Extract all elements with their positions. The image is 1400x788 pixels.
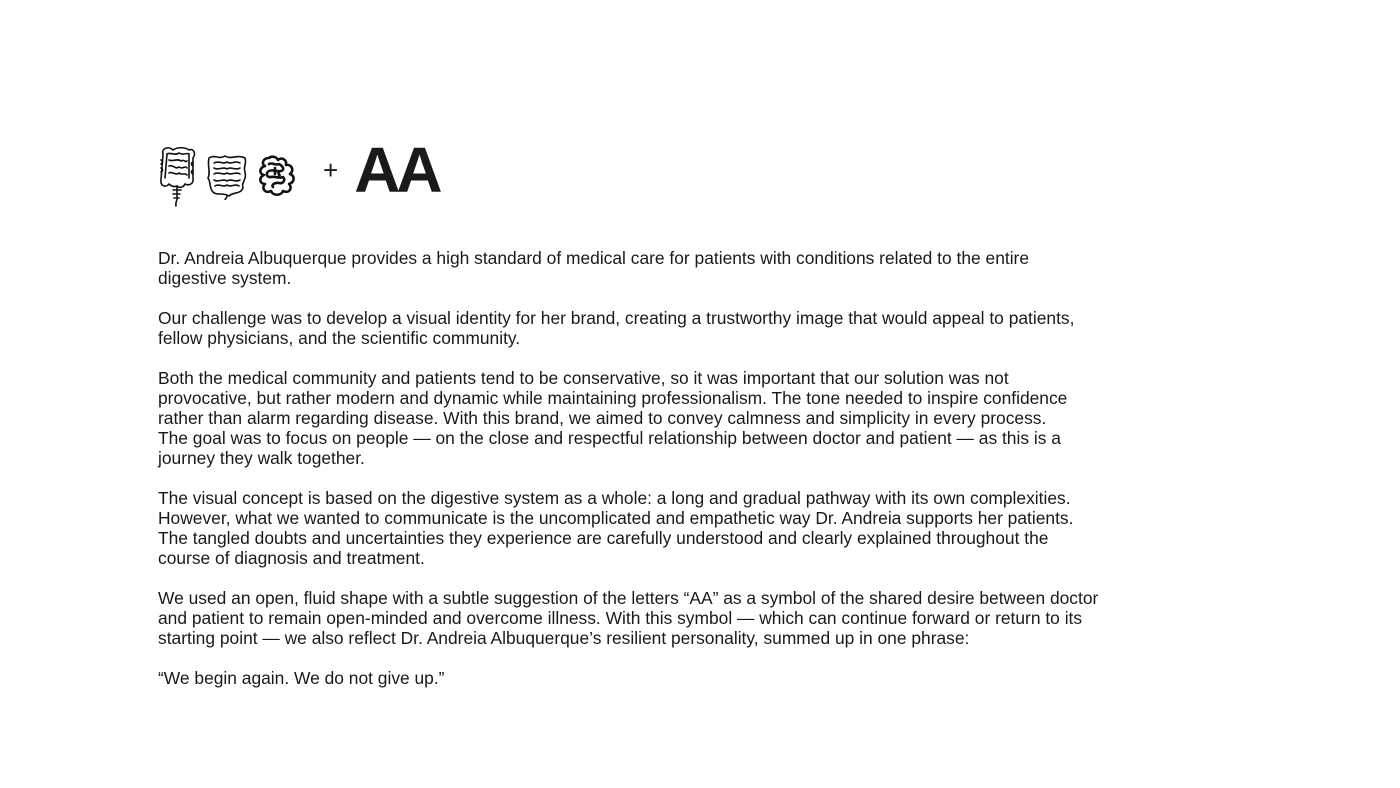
aa-monogram: AA <box>354 134 439 206</box>
coiled-intestine-icon <box>255 154 297 198</box>
paragraph-concept: The visual concept is based on the digestive system as a whole: a long and gradual pathway with its own complexities. However, what we wanted to communicate is the uncomplicated and empathetic way Dr. Andreia supports her patients. The tangled doubts and uncertainties they experience are carefully understood and clearly explained throughout the course of diagnosis and treatment. <box>158 488 1074 568</box>
paragraph-intro: Dr. Andreia Albuquerque provides a high standard of medical care for patients with conditions related to the entire digestive system. <box>158 248 1030 288</box>
paragraph-challenge: Our challenge was to develop a visual identity for her brand, creating a trustworthy image that would appeal to patients, fellow physicians, and the scientific community. <box>158 308 1075 348</box>
brand-header <box>157 134 439 212</box>
plus-sign: + <box>323 155 339 185</box>
large-intestine-icon <box>157 144 197 208</box>
project-description <box>158 248 1178 708</box>
paragraph-quote: “We begin again. We do not give up.” <box>158 668 445 688</box>
paragraph-approach: Both the medical community and patients tend to be conservative, so it was important that our solution was not provocative, but rather modern and dynamic while maintaining professionalism. The tone needed to inspire confidence rather than alarm regarding disease. With this brand, we aimed to convey calmness and simplicity in every process. The goal was to focus on people — on the close and respectful relationship between doctor and patient — as this is a journey they walk together. <box>158 368 1068 468</box>
small-intestine-icon <box>205 152 249 200</box>
paragraph-symbol: We used an open, fluid shape with a subtle suggestion of the letters “AA” as a symbol of the shared desire between doctor and patient to remain open-minded and overcome illness. With this symbol — which can continue forward or return to its starting point — we also reflect Dr. Andreia Albuquerque’s resilient personality, summed up in one phrase: <box>158 588 1099 648</box>
